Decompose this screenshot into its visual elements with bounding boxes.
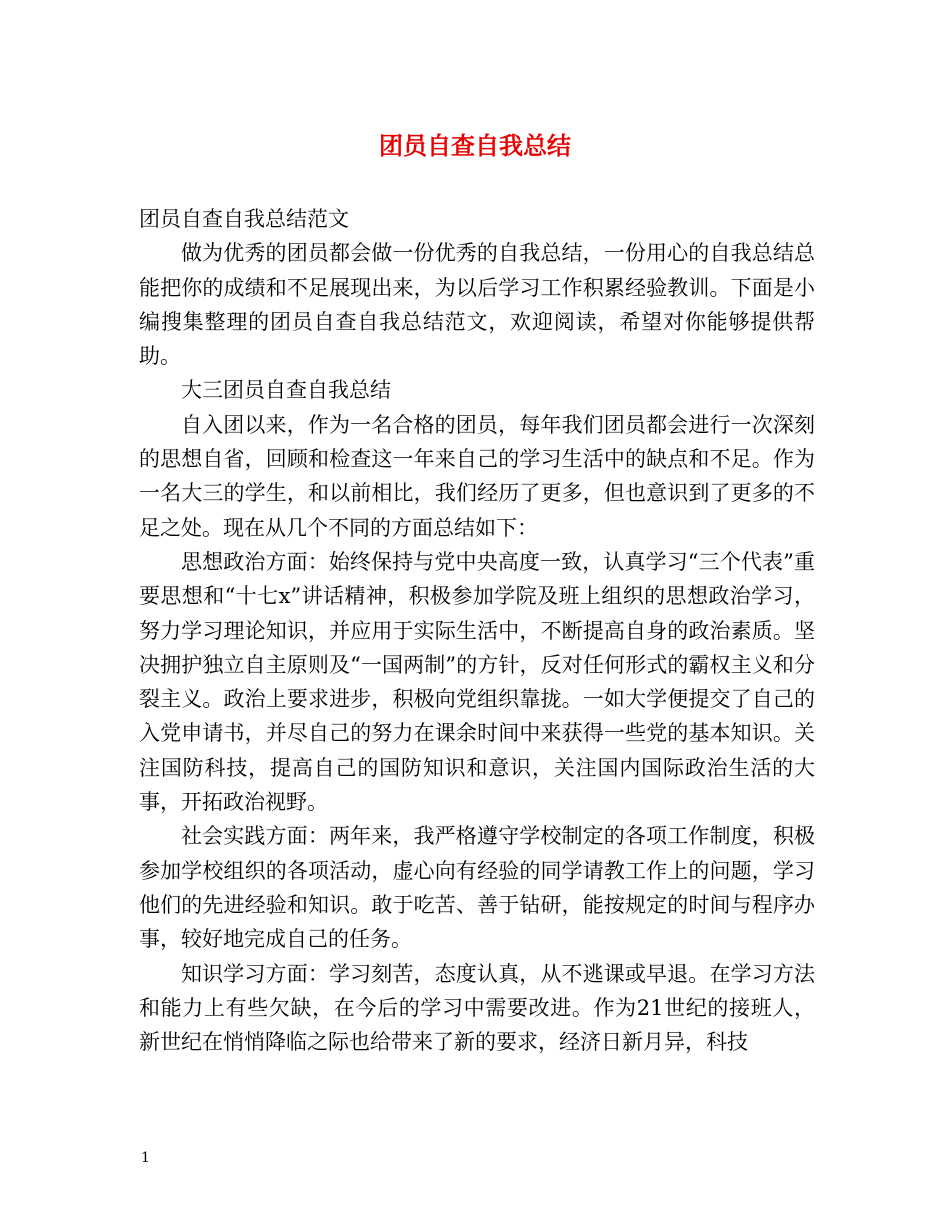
document-subtitle: 团员自查自我总结范文 — [139, 207, 349, 231]
page-number: 1 — [141, 1150, 150, 1166]
section-heading: 大三团员自查自我总结 — [181, 378, 391, 403]
social-practice-paragraph: 社会实践方面：两年来，我严格遵守学校制定的各项工作制度，积极参加学校组织的各项活动，虚心向有经验的同学请教工作上的问题，学习他们的先进经验和知识。敢于吃苦、善于钻研，能按规定的时间与程序办事，较好地完成自己的任务。 — [139, 824, 815, 952]
knowledge-study-paragraph: 知识学习方面：学习刻苦，态度认真，从不逃课或早退。在学习方法和能力上有些欠缺，在今后的学习中需要改进。作为21世纪的接班人，新世纪在悄悄降临之际也给带来了新的要求，经济日新月异，科技 — [139, 961, 815, 1055]
summary-intro-paragraph: 自入团以来，作为一名合格的团员，每年我们团员都会进行一次深刻的思想自省，回顾和检查这一年来自己的学习生活中的缺点和不足。作为一名大三的学生，和以前相比，我们经历了更多，但也意识到了更多的不足之处。现在从几个不同的方面总结如下： — [139, 412, 815, 540]
intro-paragraph: 做为优秀的团员都会做一份优秀的自我总结，一份用心的自我总结总能把你的成绩和不足展现出来，为以后学习工作积累经验教训。下面是小编搜集整理的团员自查自我总结范文，欢迎阅读，希望对你能够提供帮助。 — [139, 241, 815, 369]
document-body — [139, 202, 815, 1059]
political-thought-paragraph: 思想政治方面：始终保持与党中央高度一致，认真学习“三个代表”重要思想和“十七x”讲话精神，积极参加学院及班上组织的思想政治学习，努力学习理论知识，并应用于实际生活中，不断提高自身的政治素质。坚决拥护独立自主原则及“一国两制”的方针，反对任何形式的霸权主义和分裂主义。政治上要求进步，积极向党组织靠拢。一如大学便提交了自己的入党申请书，并尽自己的努力在课余时间中来获得一些党的基本知识。关注国防科技，提高自己的国防知识和意识，关注国内国际政治生活的大事，开拓政治视野。 — [139, 549, 815, 815]
document-title: 团员自查自我总结 — [379, 132, 571, 160]
